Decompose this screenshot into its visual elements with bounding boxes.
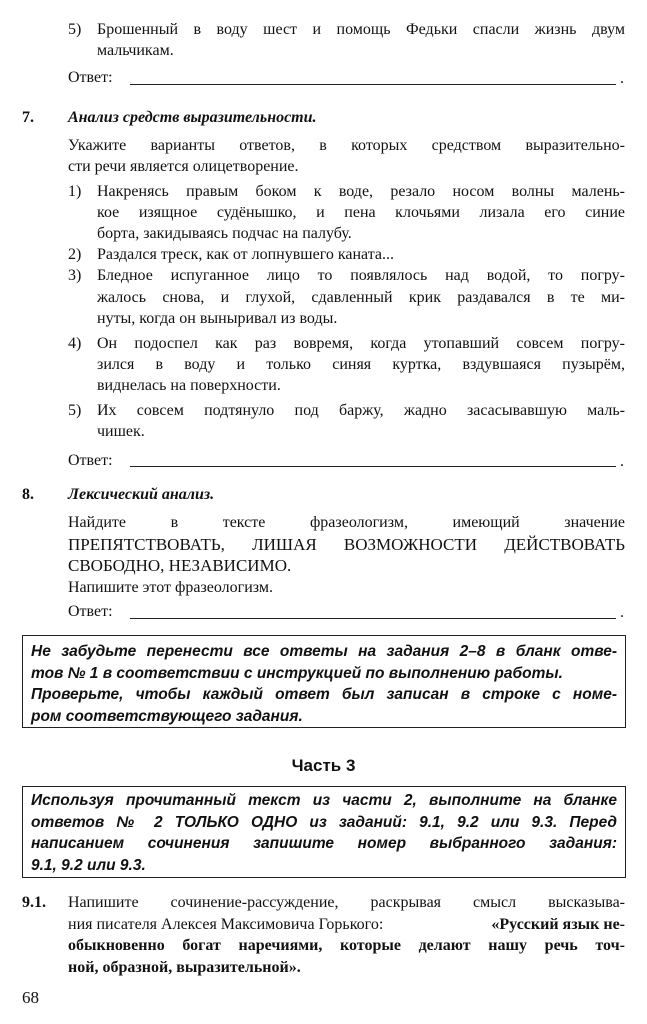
notice-line: Проверьте, чтобы каждый ответ был записан в строке с номе-	[31, 686, 617, 703]
instruction-line: 9.1, 9.2 или 9.3.	[31, 857, 146, 874]
task-number: 7.	[22, 109, 34, 126]
quote-text-line: ной, образной, выразительной».	[68, 959, 301, 976]
task-text-line: ПРЕПЯТСТВОВАТЬ, ЛИШАЯ ВОЗМОЖНОСТИ ДЕЙСТВОВАТЬ	[68, 535, 625, 554]
option-text-line: жалось снова, и глухой, сдавленный крик раздавался в те ми-	[97, 289, 625, 306]
option-text-line: Их совсем подтянуло под баржу, жадно засасывавшую маль-	[97, 402, 625, 419]
notice-line: Не забудьте перенести все ответы на задания 2–8 в бланк отве-	[31, 643, 617, 660]
answer-dot: .	[620, 604, 624, 621]
task-number: 9.1.	[22, 894, 46, 911]
option-text-line: виднелась на поверхности.	[97, 377, 281, 394]
option-text-line: нуты, когда он выныривал из воды.	[97, 310, 338, 327]
option-text-line: Он подоспел как раз вовремя, когда утопавший совсем погру-	[97, 335, 625, 352]
page-number: 68	[22, 988, 39, 1007]
option-text-line: борта, закидываясь подчас на палубу.	[97, 225, 352, 242]
task-text-line: Напишите этот фразеологизм.	[68, 579, 273, 596]
task-intro-line: Укажите варианты ответов, в которых средством выразительно-	[68, 137, 625, 154]
option-text-line: чишек.	[97, 423, 145, 440]
answer-field[interactable]	[130, 466, 616, 467]
option-number: 4)	[68, 335, 82, 352]
option-text-line: Накренясь правым боком к воде, резало носом волны малень-	[97, 183, 625, 200]
task-intro-line: сти речи является олицетворение.	[68, 158, 299, 175]
quote-text-line: обыкновенно богат наречиями, которые делают нашу речь точ-	[68, 937, 625, 954]
instruction-box	[22, 786, 626, 878]
answer-label: Ответ:	[68, 603, 113, 620]
option-text-line: Брошенный в воду шест и помощь Федьки спасли жизнь двум	[97, 21, 625, 38]
answer-label: Ответ:	[68, 452, 113, 469]
task-title: Лексический анализ.	[68, 486, 215, 503]
task-title: Анализ средств выразительности.	[68, 109, 317, 126]
option-number: 3)	[68, 267, 82, 284]
option-number: 2)	[68, 246, 82, 263]
option-text-line: мальчикам.	[97, 42, 174, 59]
task-text-line: Напишите сочинение-рассуждение, раскрывая смысл высказыва-	[68, 894, 625, 911]
task-text-plain: ния писателя Алексея Максимовича Горького:	[68, 916, 388, 933]
option-text-line: кое изящное судёнышко, и пена клочьями лизала его синие	[97, 204, 625, 221]
notice-box	[22, 635, 626, 728]
answer-field[interactable]	[130, 84, 616, 85]
option-number: 5)	[68, 402, 82, 419]
option-text-line: Раздался треск, как от лопнувшего каната...	[97, 246, 395, 263]
part-title: Часть 3	[291, 756, 356, 775]
option-number: 5)	[68, 21, 82, 38]
option-text-line: Бледное испуганное лицо то появлялось над водой, то погру-	[97, 267, 625, 284]
notice-line: ром соответствующего задания.	[31, 708, 303, 725]
notice-line: тов № 1 в соответствии с инструкцией по выполнению работы.	[31, 665, 563, 682]
instruction-line: ответов № 2 ТОЛЬКО ОДНО из заданий: 9.1, 9.2 или 9.3. Перед	[31, 814, 617, 831]
quote-text: «Русский язык не-	[491, 916, 625, 933]
option-number: 1)	[68, 183, 82, 200]
answer-label: Ответ:	[68, 69, 113, 86]
option-text-line: зился в воду и только синяя куртка, вздувшаяся пузырём,	[97, 356, 625, 373]
instruction-line: написанием сочинения запишите номер выбранного задания:	[31, 835, 617, 852]
instruction-line: Используя прочитанный текст из части 2, выполните на бланке	[31, 792, 617, 809]
answer-dot: .	[620, 453, 624, 470]
task-text-line: СВОБОДНО, НЕЗАВИСИМО.	[68, 556, 292, 575]
task-number: 8.	[22, 486, 34, 503]
task-text-line	[68, 915, 625, 935]
task-text-line: Найдите в тексте фразеологизм, имеющий значение	[68, 514, 625, 531]
answer-dot: .	[620, 70, 624, 87]
answer-field[interactable]	[130, 618, 616, 619]
